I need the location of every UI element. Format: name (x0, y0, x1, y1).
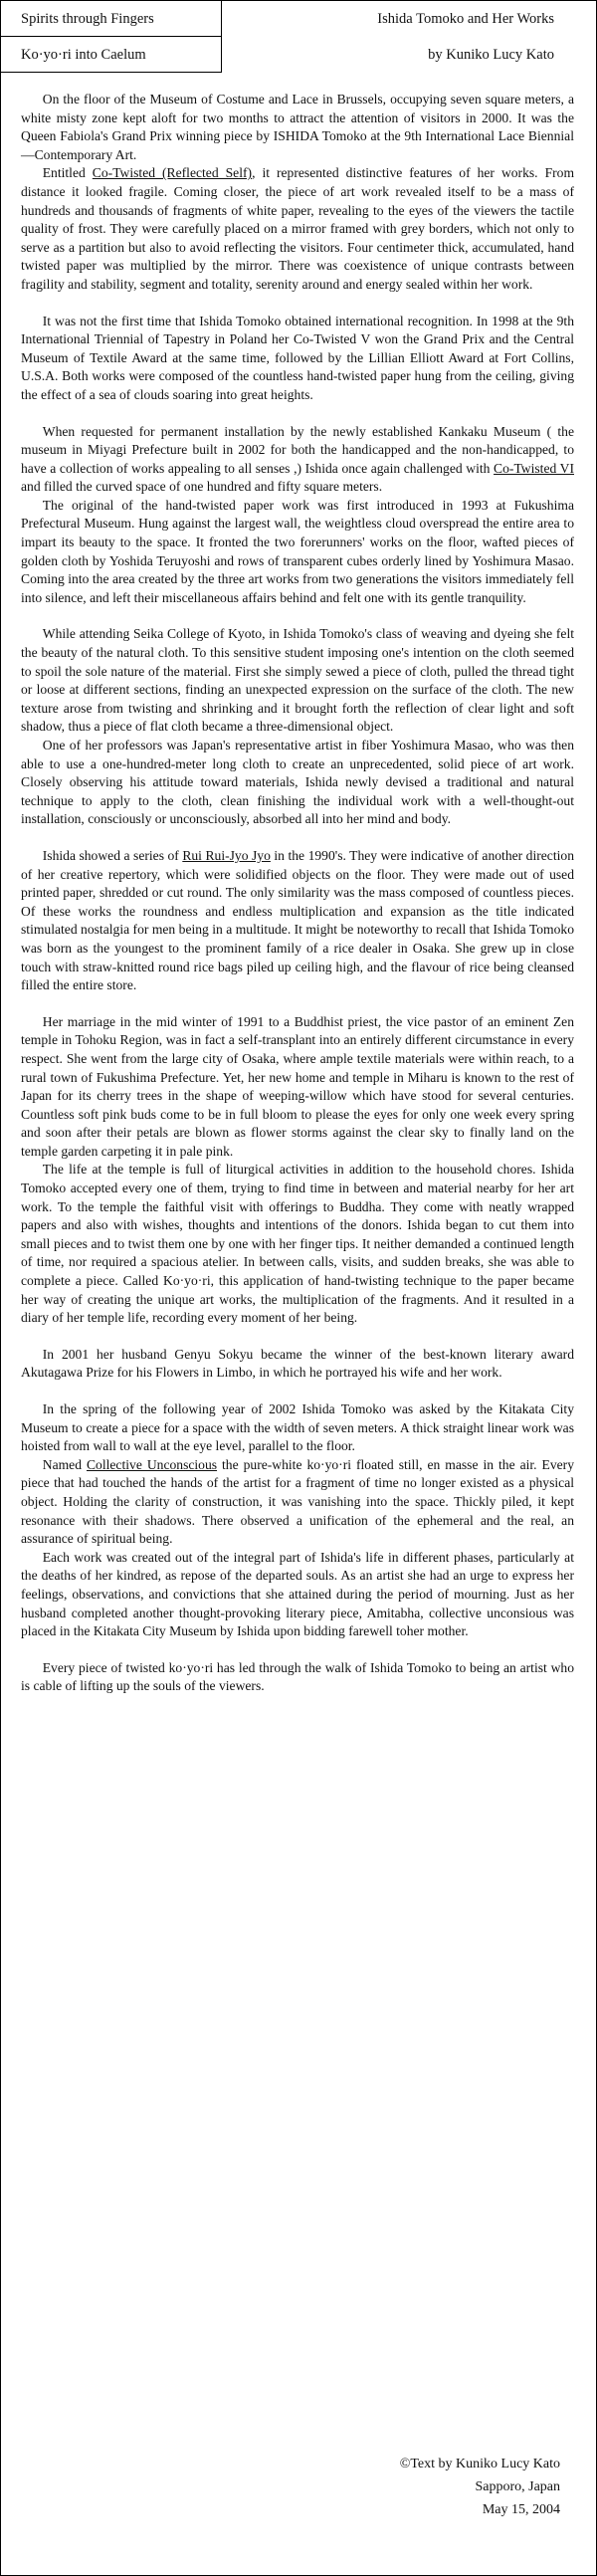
paragraph-text: and filled the curved space of one hundred and fifty square meters. (21, 479, 383, 495)
work-title: Rui Rui-Jyo Jyo (182, 847, 271, 863)
date-line: May 15, 2004 (482, 2502, 560, 2517)
paragraph (21, 1456, 574, 1549)
paragraph-gap (21, 405, 574, 423)
paragraph (21, 91, 574, 164)
paragraph-text: It was not the first time that Ishida Tomoko obtained international recognition. In 1998 at the 9th International Triennial of Tapestry in Poland her Co-Twisted V won the Grand Prix and the Central Museum of Textile Award at the same time, followed by the Lillian Elliott Award at Fort Collins, U.S.A. Both works were composed of the countless hand-twisted paper hung from the ceiling, giving the effect of a sea of clouds soaring into great heights. (21, 313, 574, 402)
paragraph-gap (21, 995, 574, 1013)
paragraph (21, 497, 574, 608)
paragraph-text: In 2001 her husband Genyu Sokyu became the winner of the best-known literary award Akutagawa Prize for his Flowers in Limbo, in which he portrayed his wife and her work. (21, 1346, 574, 1381)
place-line: Sapporo, Japan (475, 2479, 560, 2494)
paragraph (21, 1400, 574, 1456)
paragraph (21, 847, 574, 995)
subtitle: Ko·yo·ri into Caelum (1, 37, 222, 73)
paragraph-gap (21, 1383, 574, 1400)
byline: by Kuniko Lucy Kato (428, 47, 554, 63)
paragraph-gap (21, 829, 574, 847)
paragraph-text: While attending Seika College of Kyoto, in Ishida Tomoko's class of weaving and dyeing she felt the beauty of the natural cloth. To this sensitive student imposing one's intention on the cloth seemed to spoil the sole nature of the material. First she simply sewed a piece of cloth, pulled the thread tight or loose at different sections, finding an unexpected expression on the surface of the cloth. The new texture arose from twisting and shrinking and it brought forth the reflection of clear light and soft shadow, thus a piece of flat cloth became a three-dimensional object. (21, 626, 574, 735)
paragraph-gap (21, 607, 574, 625)
paragraph-text: One of her professors was Japan's representative artist in fiber Yoshimura Masao, who was then able to use a one-hundred-meter long cloth to create an unprecedented, solid piece of art work. Closely observing his attitude toward materials, Ishida newly devised a traditional and natural technique to apply to the cloth, clean finishing the individual work with a well-thought-out installation, consciously or unconsciously, absorbed all into her mind and body. (21, 738, 574, 827)
paragraph (21, 625, 574, 737)
work-title: Co-Twisted VI (494, 460, 574, 476)
paragraph-text: In the spring of the following year of 2002 Ishida Tomoko was asked by the Kitakata City Museum to create a piece for a space with the width of seven meters. A thick straight linear work was hoisted from wall to wall at the eye level, parallel to the floor. (21, 1401, 574, 1454)
paragraph-text: On the floor of the Museum of Costume and Lace in Brussels, occupying seven square meters, a white misty zone kept aloft for two months to attract the attention of visitors in 2000. It was the Queen Fabiola's Grand Prix winning piece by ISHIDA Tomoko at the 9th International Lace Biennial—Contemporary Art. (21, 92, 574, 162)
paragraph-text: When requested for permanent installation by the newly established Kankaku Museum ( the museum in Miyagi Prefecture built in 2002 for both the handicapped and the non-handicapped, to have a collection of works appealing to all senses ,) Ishida once again challenged with (21, 423, 574, 476)
article-title: Ishida Tomoko and Her Works (377, 11, 554, 27)
paragraph-text: The original of the hand-twisted paper work was first introduced in 1993 at Fukushima Prefectural Museum. Hung against the largest wall, the weightless cloud overspread the entire area to impart its beauty to the space. It fronted the two forerunners' works on the floor, wafted pieces of golden cloth by Yoshida Teruyoshi and rows of transparent cubes orderly lined by Yoshimura Masao. Coming into the area created by the three art works from two generations the visitors immediately fell into silence, and left their miscellaneous affairs behind and felt one with its gentle tranquility. (21, 497, 574, 605)
paragraph (21, 313, 574, 405)
paragraph (21, 1013, 574, 1162)
article-body (21, 91, 574, 1696)
paragraph (21, 423, 574, 497)
paragraph-text: , it represented distinctive features of her works. From distance it looked fragile. Coming closer, the piece of art work revealed itself to be a mass of hundreds and thousands of fragments of white paper, revealing to the eyes of the viewers the tactile quality of frost. They were carefully placed on a mirror framed with grey borders, which not only to serve as a partition but also to avoid reflecting the visitors. Four centimeter thick, accumulated, hand twisted paper was multiplied by the mirror. There was coexistence of unique contrasts between fragility and stability, segment and totality, serenity around and energy sealed within her work. (21, 165, 575, 292)
paragraph-text: The life at the temple is full of liturgical activities in addition to the household chores. Ishida Tomoko accepted every one of them, trying to find time in between and material nearby for her art work. To the temple the faithful visit with offerings to Buddha. They come with neatly wrapped papers and also with wishes, thoughts and intentions of the donors. Ishida began to cut them into small pieces and to twist them one by one with her finger tips. It neither demanded a continued length of time, nor required a spacious atelier. In between calls, visits, and sudden breaks, she was able to complete a piece. Called Ko·yo·ri, this application of hand-twisting technique to the paper became her way of creating the unique art works, the multiplication of the fragments. And it resulted in a diary of her temple life, recording every moment of her being. (21, 1162, 574, 1326)
work-title: Co-Twisted (Reflected Self) (92, 165, 253, 181)
paragraph-text: Ishida showed a series of (42, 847, 183, 863)
paragraph-text: Every piece of twisted ko·yo·ri has led through the walk of Ishida Tomoko to being an artist who is cable of lifting up the souls of the viewers. (21, 1659, 574, 1694)
paragraph (21, 1161, 574, 1327)
paragraph-gap (21, 295, 574, 313)
paragraph-gap (21, 1328, 574, 1346)
copyright-line: ©Text by Kuniko Lucy Kato (399, 2457, 560, 2471)
paragraph-text: Entitled (42, 165, 93, 181)
work-title: Collective Unconscious (86, 1456, 218, 1472)
paragraph (21, 1659, 574, 1696)
series-title: Spirits through Fingers (1, 1, 222, 37)
paragraph (21, 164, 574, 294)
paragraph (21, 1346, 574, 1383)
paragraph-text: Named (42, 1456, 87, 1472)
paragraph (21, 1549, 574, 1641)
paragraph (21, 737, 574, 829)
paragraph-text: Her marriage in the mid winter of 1991 to a Buddhist priest, the vice pastor of an eminent Zen temple in Tohoku Region, was in fact a self-transplant into an entirely different circumstance in every respect. She went from the large city of Osaka, where ample textile materials were within reach, to a rural town of Fukushima Prefecture. Yet, her new home and temple in Miharu is known to the rest of Japan for its cherry trees in the shape of weeping-willow which have stood for several centuries. Countless soft pink buds come to be in full bloom to please the eyes for only one week every spring and soon after their petals are blown as flower storms against the clear sky to finally land on the temple garden carpeting it in pale pink. (21, 1013, 574, 1159)
paragraph-text: the pure-white ko·yo·ri floated still, en masse in the air. Every piece that had touched the hands of the artist for a fragment of time no longer existed as a physical object. Holding the clarity of construction, it was vanishing into the space. Thickly piled, it kept resonance with their shadows. There observed a unification of the ephemeral and the real, an assurance of spiritual being. (21, 1456, 574, 1547)
paragraph-text: Each work was created out of the integral part of Ishida's life in different phases, particularly at the deaths of her kindred, as repose of the departed souls. As an artist she had an urge to express her feelings, observations, and convictions that she attained during the period of mourning. Just as her husband completed another thought-provoking literary piece, Amitabha, collective unconsious was placed in the Kitakata City Museum by Ishida upon bidding farewell toher mother. (21, 1549, 574, 1639)
document-footer (301, 2453, 560, 2521)
document-header (1, 1, 596, 91)
paragraph-text: in the 1990's. They were indicative of another direction of her creative repertory, which were solidified objects on the floor. They were made out of used printed paper, shredded or cut round. The only similarity was the mass composed of countless pieces. Of these works the roundness and endless multiplication and expansion as the title indicated stimulated nostalgia for men being in a multitude. It might be noteworthy to recall that Ishida Tomoko was born as the youngest to the prominent family of a rice dealer in Osaka. She grew up in close touch with straw-knitted round rice bags piled up ceiling high, and the flavour of rice being cleansed filled the entire store. (21, 847, 574, 993)
paragraph-gap (21, 1641, 574, 1659)
